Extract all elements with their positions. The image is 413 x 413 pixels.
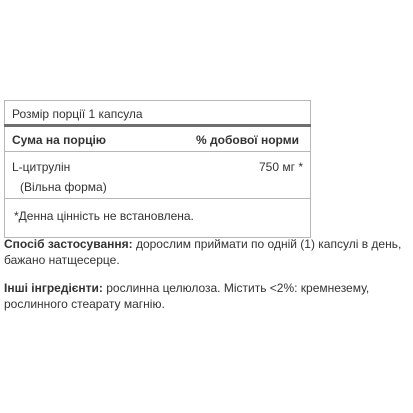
row-divider — [4, 198, 311, 199]
row-divider — [4, 151, 311, 152]
ingredients-text: рослинна целюлоза. Містить <2%: кремнезему, рослинного стеарату магнію. — [4, 281, 370, 311]
ingredient-amount: 750 мг * — [259, 160, 303, 174]
daily-value-header: % добової норми — [196, 133, 299, 147]
amount-per-serving-header: Сума на порцію — [12, 133, 107, 147]
ingredients-paragraph — [4, 280, 409, 312]
ingredient-name: L-цитрулін — [12, 160, 71, 174]
ingredients-label: Інші інгредієнти: — [4, 281, 103, 295]
usage-text: дорослим приймати по одній (1) капсулі в день, бажано натщесерце. — [4, 237, 402, 267]
usage-label: Спосіб застосування: — [4, 237, 133, 251]
serving-size: Розмір порції 1 капсула — [12, 107, 143, 121]
footnote: *Денна цінність не встановлена. — [14, 209, 194, 223]
usage-paragraph — [4, 236, 409, 268]
header-divider — [4, 124, 311, 127]
ingredient-form: (Вільна форма) — [20, 180, 107, 194]
